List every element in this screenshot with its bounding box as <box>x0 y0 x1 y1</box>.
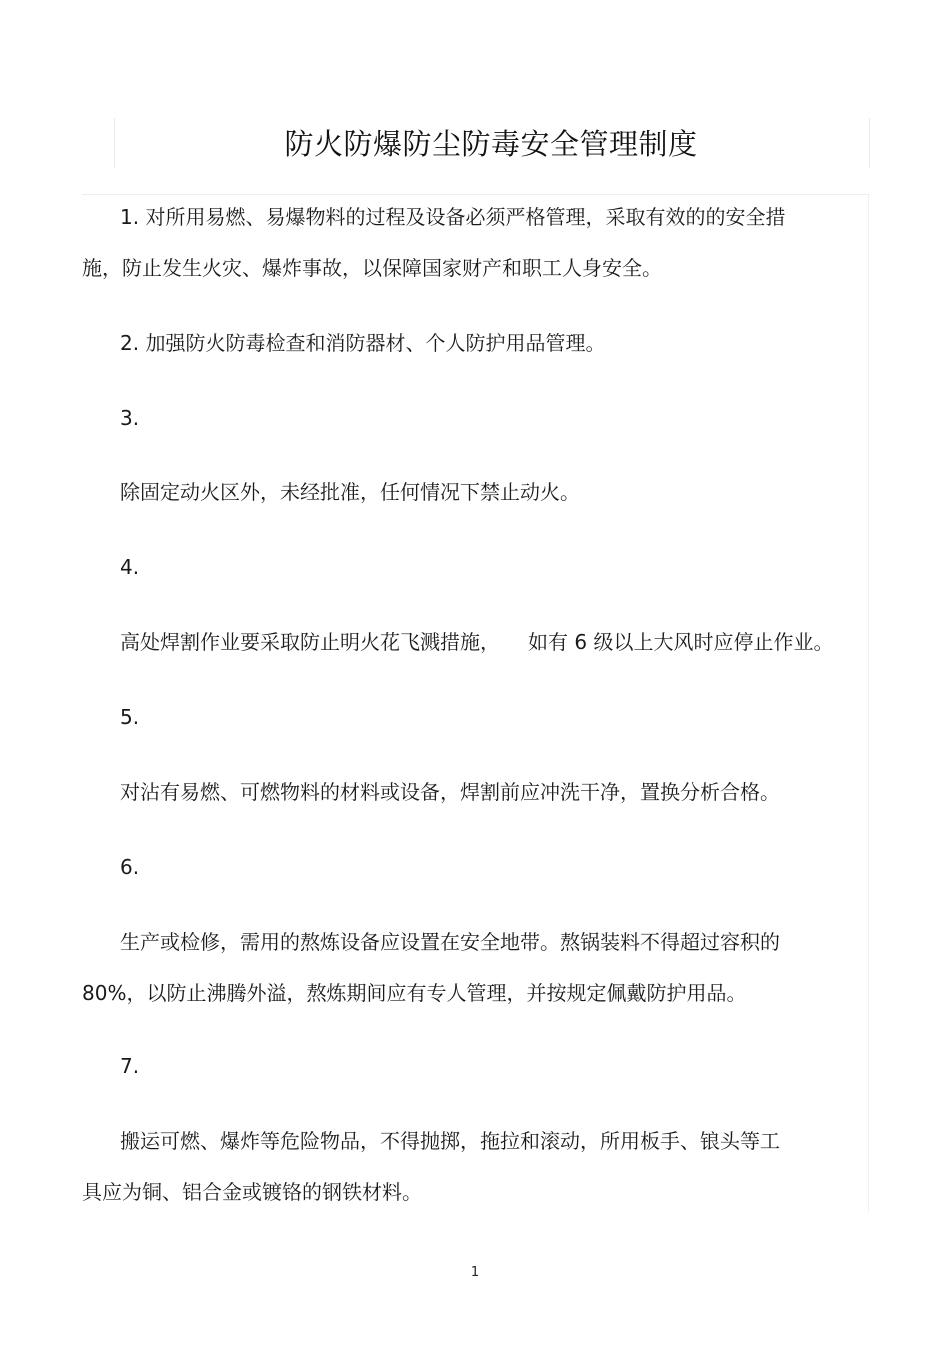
item-1-line-2: 施，防止发生火灾、爆炸事故，以保障国家财产和职工人身安全。 <box>82 256 662 280</box>
title-divider <box>82 194 870 195</box>
page-number: 1 <box>470 1265 480 1280</box>
item-7-line-1: 搬运可燃、爆炸等危险物品，不得抛掷，拖拉和滚动，所用板手、锒头等工 <box>120 1129 780 1153</box>
item-4-text-part-1: 高处焊割作业要采取防止明火花飞溅措施， <box>120 630 500 654</box>
item-4-text <box>120 628 833 656</box>
item-7-line-2: 具应为铜、铝合金或镀铬的钢铁材料。 <box>82 1180 422 1204</box>
item-2-line-1: 2. 加强防火防毒检查和消防器材、个人防护用品管理。 <box>120 331 606 355</box>
item-6-number: 6. <box>120 855 140 879</box>
item-6-line-2: 80%，以防止沸腾外溢，熬炼期间应有专人管理，并按规定佩戴防护用品。 <box>82 981 747 1005</box>
item-1-line-1: 1. 对所用易燃、易爆物料的过程及设备必须严格管理，采取有效的的安全措 <box>120 205 786 229</box>
item-7-number: 7. <box>120 1054 140 1078</box>
document-title: 防火防爆防尘防毒安全管理制度 <box>284 127 698 161</box>
right-margin-rule <box>868 194 869 1212</box>
item-3-text: 除固定动火区外，未经批准，任何情况下禁止动火。 <box>120 480 580 504</box>
item-6-line-1: 生产或检修，需用的熬炼设备应设置在安全地带。熬锅装料不得超过容积的 <box>120 930 780 954</box>
item-3-number: 3. <box>120 406 140 430</box>
item-4-number: 4. <box>120 555 140 579</box>
item-5-text: 对沾有易燃、可燃物料的材料或设备，焊割前应冲洗干净，置换分析合格。 <box>120 780 780 804</box>
item-5-number: 5. <box>120 705 140 729</box>
item-4-text-part-2: 如有 6 级以上大风时应停止作业。 <box>528 630 834 654</box>
